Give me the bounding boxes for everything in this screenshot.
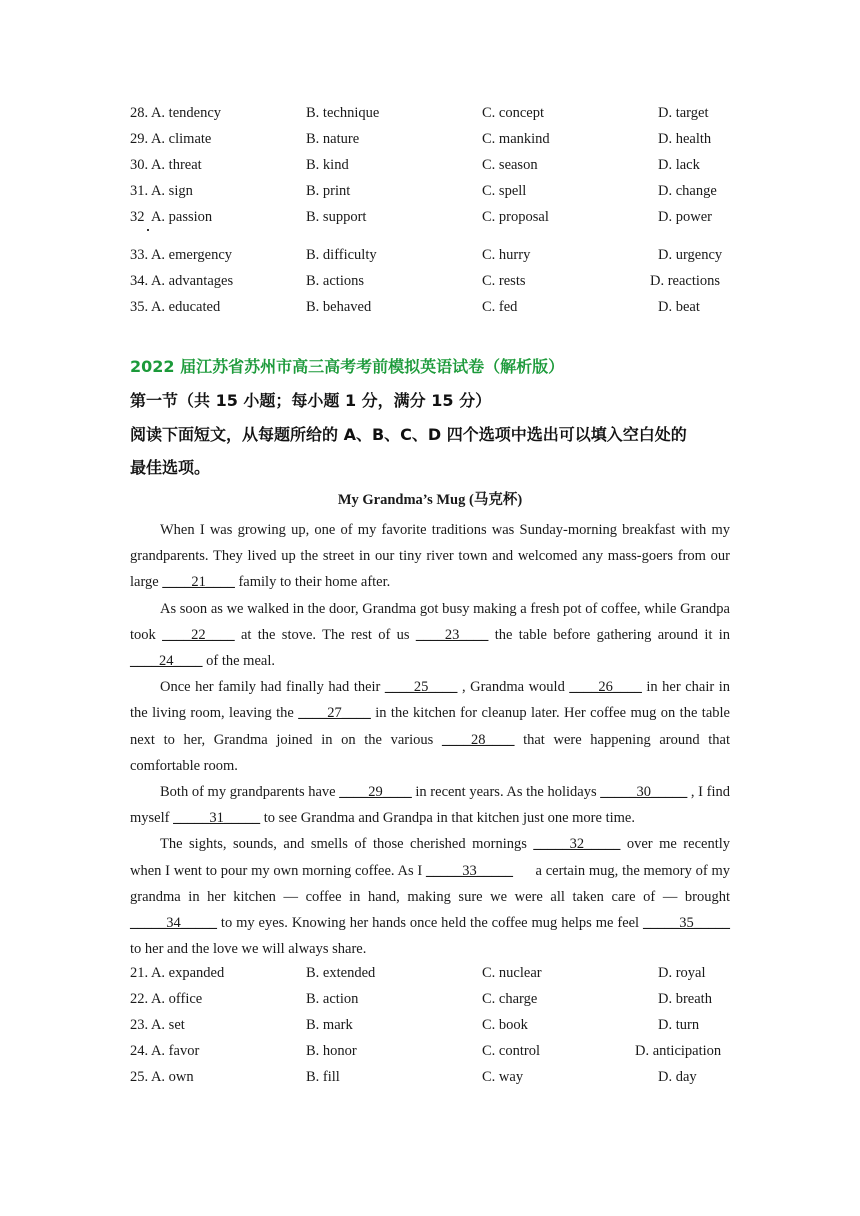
question-number: 21.: [130, 965, 149, 981]
passage-text: , Grandma would: [457, 679, 570, 696]
question-number: 32: [130, 209, 145, 225]
blank-32: _____32_____: [533, 836, 621, 853]
passage-text: over me recently when I went to pour my own morning coffee. As I: [130, 836, 731, 879]
option-a: [130, 1067, 194, 1087]
paragraph-5: [130, 831, 734, 962]
option-row-22: [130, 989, 730, 1009]
option-c: C. season: [482, 157, 538, 173]
option-d: D. beat: [658, 299, 700, 315]
option-a: [130, 129, 211, 149]
option-row-29: [130, 129, 730, 149]
blank-30: _____30_____: [600, 784, 688, 801]
passage-text: in recent years. As the holidays: [411, 784, 601, 801]
option-c: C. charge: [482, 991, 538, 1007]
option-d: D. lack: [658, 157, 700, 173]
option-a: [130, 181, 193, 201]
option-d: D. anticipation: [635, 1043, 722, 1059]
option-row-30: [130, 155, 730, 175]
passage-text: of the meal.: [202, 653, 275, 670]
option-a: [130, 963, 224, 983]
blank-35: _____35_____: [643, 915, 730, 932]
option-a-text: A. office: [150, 991, 203, 1007]
option-d: D. urgency: [658, 247, 723, 263]
passage-text: Both of my grandparents have: [160, 784, 340, 801]
option-d: D. breath: [658, 991, 712, 1007]
option-a: [130, 155, 202, 175]
question-number: 23.: [130, 1017, 149, 1033]
option-c: C. control: [482, 1043, 540, 1059]
option-b: B. honor: [306, 1043, 357, 1059]
question-number: 28.: [130, 105, 149, 121]
option-a-text: A. sign: [150, 183, 193, 199]
option-a: [130, 1015, 185, 1035]
option-c: C. book: [482, 1017, 528, 1033]
passage-text: As soon as we walked in the door, Grandma got busy making a fresh pot of coffee, while Grandpa took: [130, 600, 730, 643]
option-a-text: A. advantages: [150, 273, 234, 289]
option-row-25: [130, 1067, 730, 1087]
section-heading: 第一节（共 15 小题；每小题 1 分，满分 15 分）: [130, 391, 492, 410]
option-b: B. technique: [306, 105, 380, 121]
paragraph-3: [130, 674, 730, 779]
option-b: B. fill: [306, 1069, 340, 1085]
option-row-33: [130, 245, 730, 265]
passage-text: , I find myself: [130, 784, 730, 827]
blank-28: ____28____: [441, 731, 515, 748]
option-a-text: A. educated: [150, 299, 221, 315]
passage-text: that were happening around that comfortable room.: [130, 731, 730, 774]
blank-26: ____26____: [569, 679, 642, 696]
stray-dot: [147, 229, 149, 231]
option-a: [130, 1041, 199, 1061]
option-a-text: A. own: [150, 1069, 194, 1085]
option-a-text: A. favor: [150, 1043, 200, 1059]
blank-34: _____34_____: [130, 915, 217, 932]
passage-text: a certain mug, the memory of my grandma in her kitchen — coffee in hand, making sure we were all taken care of — brought: [130, 862, 734, 905]
option-a: [130, 207, 212, 227]
option-b: B. behaved: [306, 299, 372, 315]
option-a: [130, 271, 233, 291]
question-number: 34.: [130, 273, 149, 289]
option-c: C. proposal: [482, 209, 549, 225]
option-d: D. change: [658, 183, 717, 199]
option-d: D. royal: [658, 965, 706, 981]
option-a-text: A. threat: [150, 157, 202, 173]
passage-text: When I was growing up, one of my favorite traditions was Sunday-morning breakfast with my grandparents. They lived up the street in our tiny river town and welcomed any mass-goers from our large: [130, 522, 730, 591]
option-row-21: [130, 963, 730, 983]
blank-25: ____25____: [384, 679, 458, 696]
option-a: [130, 297, 220, 317]
option-c: C. hurry: [482, 247, 531, 263]
passage-body: [130, 517, 734, 962]
option-d: D. turn: [658, 1017, 700, 1033]
passage-text: to see Grandma and Grandpa in that kitchen just one more time.: [260, 810, 635, 827]
option-row-23: [130, 1015, 730, 1035]
option-c: C. rests: [482, 273, 526, 289]
option-c: C. fed: [482, 299, 518, 315]
option-a: [130, 989, 202, 1009]
option-row-24: [130, 1041, 730, 1061]
option-b: B. extended: [306, 965, 376, 981]
option-a-text: A. tendency: [150, 105, 222, 121]
passage-text: in the kitchen for cleanup later. Her coffee mug on the table next to her, Grandma joined in on the various: [130, 705, 730, 748]
instruction-line-1: 阅读下面短文，从每题所给的 A、B、C、D 四个选项中选出可以填入空白处的: [130, 425, 687, 444]
passage-text: The sights, sounds, and smells of those cherished mornings: [160, 836, 534, 853]
question-number: 35.: [130, 299, 149, 315]
blank-27: ____27____: [298, 705, 371, 722]
option-b: B. mark: [306, 1017, 353, 1033]
blank-21: ____21____: [162, 574, 235, 591]
blank-33: _____33_____: [425, 862, 513, 879]
paragraph-2: [130, 596, 730, 675]
blank-24: ____24____: [130, 653, 203, 670]
option-a-text: A. climate: [150, 131, 212, 147]
blank-23: ____23____: [415, 626, 489, 643]
paragraph-4: [130, 779, 730, 831]
passage-text: family to their home after.: [234, 574, 391, 591]
question-number: 33.: [130, 247, 149, 263]
option-b: B. actions: [306, 273, 364, 289]
question-number: 24.: [130, 1043, 149, 1059]
exam-title: 2022 届江苏省苏州市高三高考考前模拟英语试卷（解析版）: [130, 357, 565, 376]
option-d: D. target: [658, 105, 709, 121]
instruction-line-2: 最佳选项。: [130, 458, 211, 477]
option-a: [130, 103, 221, 123]
passage-text: at the stove. The rest of us: [234, 626, 416, 643]
option-a-text: A. set: [150, 1017, 185, 1033]
question-number: 30.: [130, 157, 149, 173]
blank-22: ____22____: [162, 626, 235, 643]
question-number: 25.: [130, 1069, 149, 1085]
option-d: D. health: [658, 131, 712, 147]
passage-text: Once her family had finally had their: [160, 679, 385, 696]
option-c: C. concept: [482, 105, 545, 121]
passage-text: to her and the love we will always share.: [130, 941, 367, 958]
question-number: 31.: [130, 183, 149, 199]
option-b: B. difficulty: [306, 247, 377, 263]
question-number: 22.: [130, 991, 149, 1007]
paragraph-1: [130, 517, 730, 596]
option-c: C. way: [482, 1069, 524, 1085]
option-a: [130, 245, 232, 265]
option-a-text: A. passion: [150, 209, 213, 225]
passage-text: in her chair in the living room, leaving the: [130, 679, 730, 722]
option-row-34: [130, 271, 730, 291]
option-c: C. mankind: [482, 131, 550, 147]
passage-text: the table before gathering around it in: [488, 626, 731, 643]
passage-text: to my eyes. Knowing her hands once held the coffee mug helps me feel: [217, 915, 643, 932]
blank-29: ____29____: [339, 784, 412, 801]
option-d: D. reactions: [650, 273, 721, 289]
option-b: B. kind: [306, 157, 349, 173]
option-c: C. nuclear: [482, 965, 542, 981]
question-number: 29.: [130, 131, 149, 147]
option-c: C. spell: [482, 183, 527, 199]
option-row-28: [130, 103, 730, 123]
option-d: D. power: [658, 209, 712, 225]
option-d: D. day: [658, 1069, 697, 1085]
option-row-31: [130, 181, 730, 201]
option-b: B. nature: [306, 131, 360, 147]
passage-title: My Grandma’s Mug (马克杯): [337, 492, 523, 508]
option-a-text: A. emergency: [150, 247, 233, 263]
option-b: B. print: [306, 183, 351, 199]
blank-31: _____31_____: [173, 810, 261, 827]
option-b: B. action: [306, 991, 359, 1007]
option-b: B. support: [306, 209, 367, 225]
option-a-text: A. expanded: [150, 965, 225, 981]
option-row-35: [130, 297, 730, 317]
option-row-32: [130, 207, 730, 227]
